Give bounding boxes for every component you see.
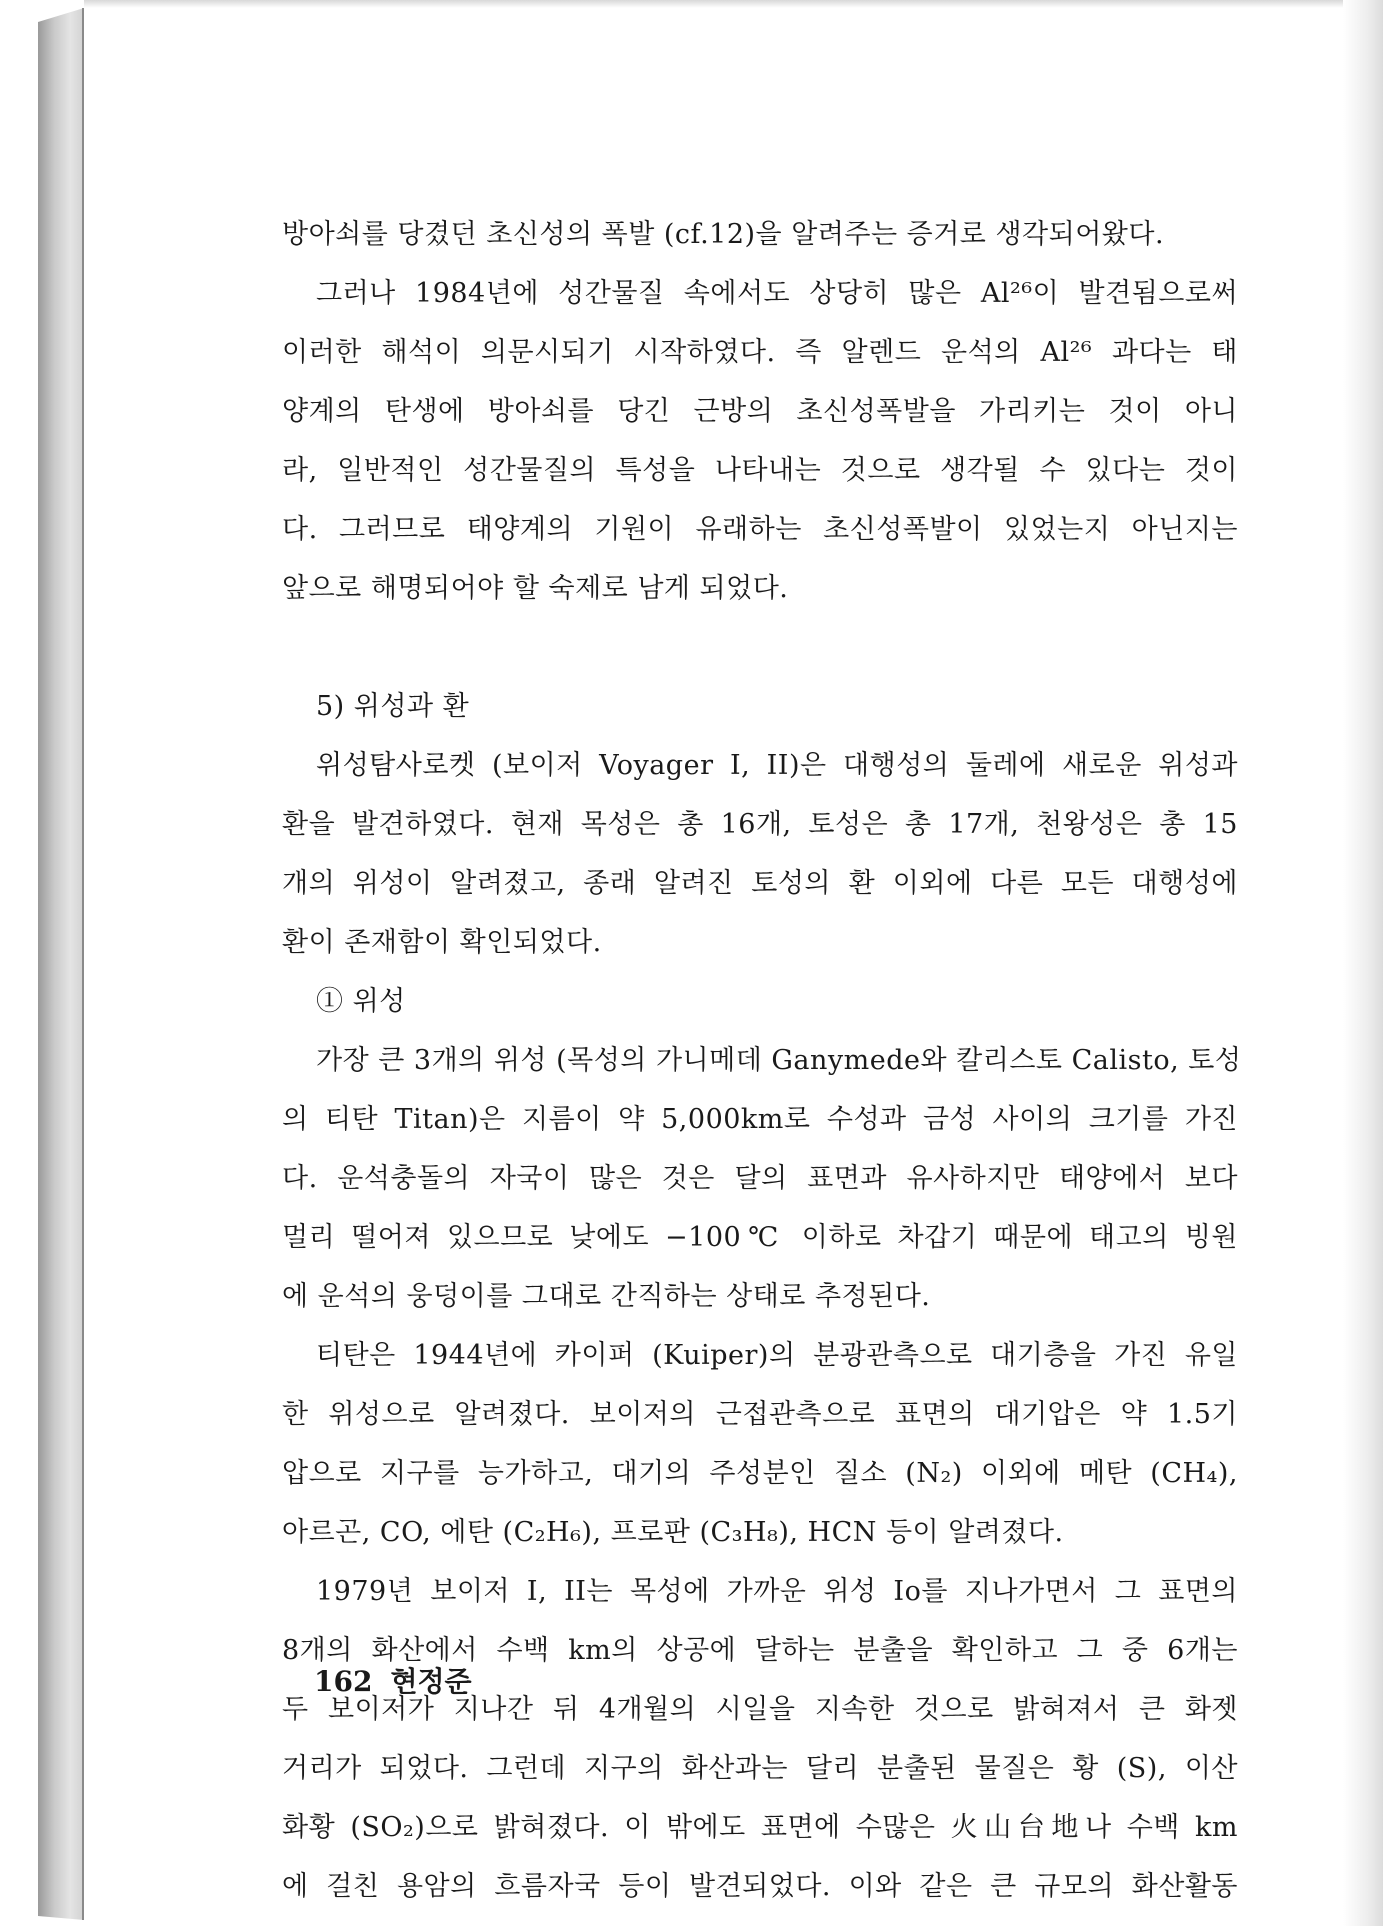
paragraph-line: 위성탐사로켓 (보이저 Voyager I, II)은 대행성의 둘레에 새로운 위성과 (316, 750, 1238, 781)
paragraph-line: 방아쇠를 당겼던 초신성의 폭발 (cf.12)을 알려주는 증거로 생각되어왔다. (282, 219, 1165, 250)
paragraph-line: 화황 (SO₂)으로 밝혀졌다. 이 밖에도 표면에 수많은 火山台地나 수백 km (282, 1812, 1238, 1843)
book-spine-edge (38, 8, 84, 1920)
paragraph-line: 한 위성으로 알려졌다. 보이저의 근접관측으로 표면의 대기압은 약 1.5기 (282, 1399, 1238, 1430)
paragraph-line: 다. 운석충돌의 자국이 많은 것은 달의 표면과 유사하지만 태양에서 보다 (282, 1163, 1238, 1194)
paragraph-line: 에 운석의 웅덩이를 그대로 간직하는 상태로 추정된다. (282, 1281, 931, 1312)
paragraph-line: 티탄은 1944년에 카이퍼 (Kuiper)의 분광관측으로 대기층을 가진 유일 (316, 1340, 1238, 1371)
paragraph-line: 아르곤, CO, 에탄 (C₂H₆), 프로판 (C₃H₈), HCN 등이 알려졌다. (282, 1517, 1064, 1548)
page-number: 162 (314, 1665, 373, 1698)
paragraph-line: 압으로 지구를 능가하고, 대기의 주성분인 질소 (N₂) 이외에 메탄 (CH₄), (282, 1458, 1238, 1489)
paragraph-line: 거리가 되었다. 그런데 지구의 화산과는 달리 분출된 물질은 황 (S), 이산 (282, 1753, 1238, 1784)
paragraph-line: 라, 일반적인 성간물질의 특성을 나타내는 것으로 생각될 수 있다는 것이 (282, 455, 1238, 486)
page-footer (314, 1660, 472, 1700)
subsection-heading: ① 위성 (316, 986, 406, 1017)
paragraph-line: 환이 존재함이 확인되었다. (282, 927, 602, 958)
page-right-shade (1343, 0, 1383, 1926)
footer-author: 현정준 (390, 1665, 472, 1698)
paragraph-line: 앞으로 해명되어야 할 숙제로 남게 되었다. (282, 573, 789, 604)
paragraph-line: 두 보이저가 지나간 뒤 4개월의 시일을 지속한 것으로 밝혀져서 큰 화젯 (282, 1694, 1238, 1725)
paragraph-line: 환을 발견하였다. 현재 목성은 총 16개, 토성은 총 17개, 천왕성은 총 15 (282, 809, 1238, 840)
paragraph-line: 멀리 떨어져 있으므로 낮에도 −100℃ 이하로 차갑기 때문에 태고의 빙원 (282, 1222, 1238, 1253)
paragraph-line: 1979년 보이저 I, II는 목성에 가까운 위성 Io를 지나가면서 그 표면의 (316, 1576, 1238, 1607)
paragraph-line: 가장 큰 3개의 위성 (목성의 가니메데 Ganymede와 칼리스토 Calisto, 토성 (316, 1045, 1242, 1076)
paragraph-line: 8개의 화산에서 수백 km의 상공에 달하는 분출을 확인하고 그 중 6개는 (282, 1635, 1238, 1666)
section-heading: 5) 위성과 환 (316, 691, 470, 722)
paragraph-line: 다. 그러므로 태양계의 기원이 유래하는 초신성폭발이 있었는지 아닌지는 (282, 514, 1238, 545)
paragraph-line: 개의 위성이 알려졌고, 종래 알려진 토성의 환 이외에 다른 모든 대행성에 (282, 868, 1238, 899)
section-gap (282, 618, 1238, 677)
paragraph-line: 에 걸친 용암의 흐름자국 등이 발견되었다. 이와 같은 큰 규모의 화산활동 (282, 1871, 1238, 1902)
page-top-border (84, 0, 1383, 8)
paragraph-line: 이러한 해석이 의문시되기 시작하였다. 즉 알렌드 운석의 Al²⁶ 과다는 태 (282, 337, 1238, 368)
paragraph-line: 의 티탄 Titan)은 지름이 약 5,000km로 수성과 금성 사이의 크기를 가진 (282, 1104, 1238, 1135)
paragraph-line: 그러나 1984년에 성간물질 속에서도 상당히 많은 Al²⁶이 발견됨으로써 (316, 278, 1238, 309)
paragraph-line: 양계의 탄생에 방아쇠를 당긴 근방의 초신성폭발을 가리키는 것이 아니 (282, 396, 1238, 427)
